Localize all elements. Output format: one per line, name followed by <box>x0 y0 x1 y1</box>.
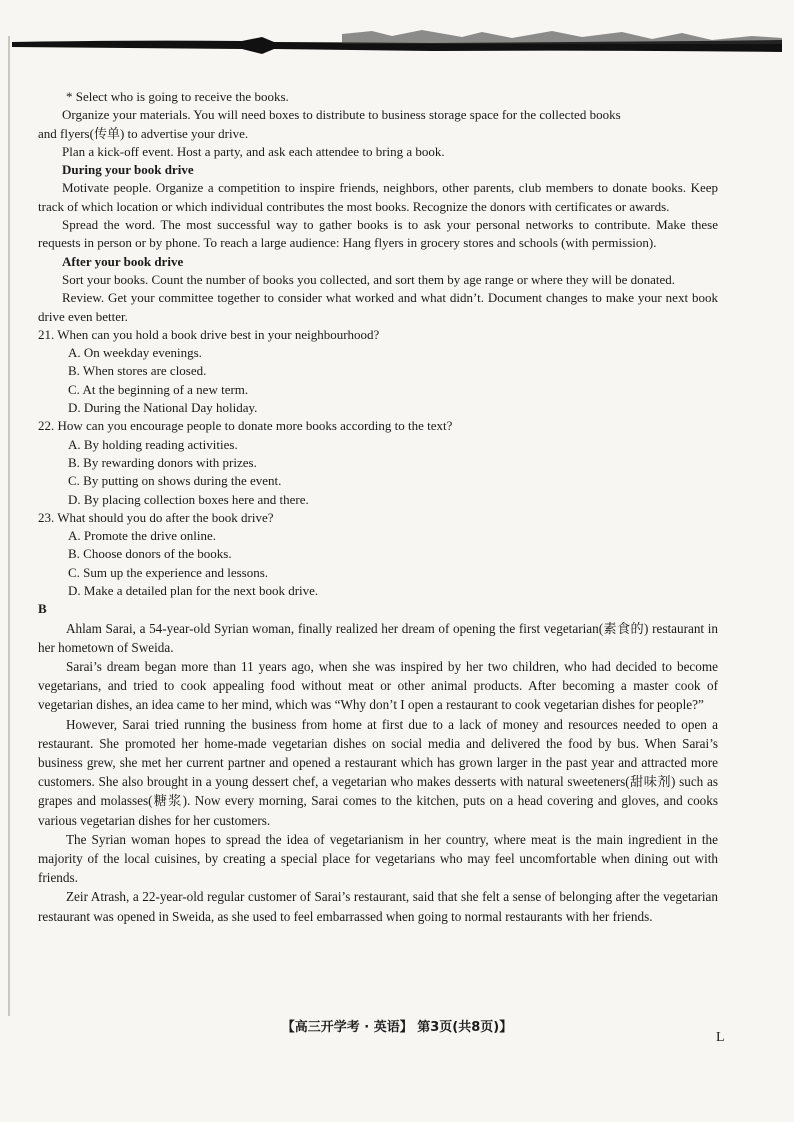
page-content <box>38 88 718 926</box>
question-23 <box>38 509 718 600</box>
step-organize-line2: and flyers(传单) to advertise your drive. <box>38 125 249 141</box>
option-c: C. By putting on shows during the event. <box>68 473 282 489</box>
question-stem: 21. When can you hold a book drive best in your neighbourhood? <box>38 326 380 342</box>
paragraph-review: Review. Get your committee together to consider what worked and what didn’t. Document changes to make your next book drive even better. <box>38 290 718 324</box>
option-d: D. During the National Day holiday. <box>68 400 258 416</box>
paragraph-b2: Sarai’s dream began more than 11 years ago, when she was inspired by her two children, who had decided to become vegetarians, and tried to cook appealing food without meat or other animal products. After becoming a master cook of vegetarian dishes, an idea came to her mind, which was “Why don’t I open a restaurant to cook vegetarian dishes for people?” <box>38 659 718 713</box>
section-b-label: B <box>38 601 47 617</box>
question-stem: 23. What should you do after the book drive? <box>38 509 274 525</box>
option-b: B. Choose donors of the books. <box>68 546 232 562</box>
paragraph-b3: However, Sarai tried running the business from home at first due to a lack of money and resources needed to open a restaurant. She promoted her home-made vegetarian dishes on social media and delivered the food by bus. When Sarai’s business grew, she met her current partner and opened a restaurant which has grown larger in the past year and attracted more customers. She also brought in a young dessert chef, a vegetarian who makes desserts with natural sweeteners(甜味剂) such as grapes and molasses(糖浆). Now every morning, Sarai comes to the kitchen, puts on a head covering and gloves, and cooks various vegetarian dishes for her customers. <box>38 716 718 828</box>
option-a: A. On weekday evenings. <box>68 345 202 361</box>
heading-after: After your book drive <box>62 253 184 269</box>
option-c: C. Sum up the experience and lessons. <box>68 564 269 580</box>
paragraph-motivate: Motivate people. Organize a competition to inspire friends, neighbors, other parents, club members to donate books. Keep track of which location or which individual contributes the most books. Recognize the donors with certificates or awards. <box>38 180 718 214</box>
question-22 <box>38 417 718 508</box>
option-d: D. By placing collection boxes here and there. <box>68 491 309 507</box>
step-organize-line1: Organize your materials. You will need boxes to distribute to business storage space for the collected books <box>62 107 621 123</box>
page-footer: 【高三开学考 · 英语】 第3页(共8页)】 <box>281 1020 513 1035</box>
step-select: * Select who is going to receive the books. <box>66 89 289 104</box>
option-d: D. Make a detailed plan for the next book drive. <box>68 583 319 599</box>
footer-mark: L <box>716 1030 725 1045</box>
heading-during: During your book drive <box>62 162 194 178</box>
option-a: A. Promote the drive online. <box>68 528 217 544</box>
paragraph-b1: Ahlam Sarai, a 54-year-old Syrian woman, finally realized her dream of opening the first vegetarian(素食的) restaurant in her hometown of Sweida. <box>38 620 718 655</box>
paragraph-spread: Spread the word. The most successful way to gather books is to ask your personal networks to contribute. Make these requests in person or by phone. To reach a large audience: Hang flyers in grocery stores and schools (with permission). <box>38 217 718 251</box>
paragraph-sort: Sort your books. Count the number of books you collected, and sort them by age range or where they will be donated. <box>62 271 676 287</box>
scanned-top-band <box>12 28 782 58</box>
paragraph-b5: Zeir Atrash, a 22-year-old regular customer of Sarai’s restaurant, said that she felt a sense of belonging after the vegetarian restaurant was opened in Sweida, as she used to feel embarrassed when going to normal restaurants with her friends. <box>38 889 718 924</box>
option-b: B. When stores are closed. <box>68 363 207 379</box>
paragraph-b4: The Syrian woman hopes to spread the idea of vegetarianism in her country, where meat is the main ingredient in the majority of the local cuisines, by creating a special place for vegetarians who may feel uncomfortable when dining out with friends. <box>38 831 718 886</box>
option-c: C. At the beginning of a new term. <box>68 381 249 397</box>
passage-b <box>38 619 718 926</box>
page-edge <box>8 36 10 1016</box>
step-plan: Plan a kick-off event. Host a party, and ask each attendee to bring a book. <box>62 143 445 159</box>
question-stem: 22. How can you encourage people to donate more books according to the text? <box>38 418 453 434</box>
option-b: B. By rewarding donors with prizes. <box>68 454 257 470</box>
option-a: A. By holding reading activities. <box>68 436 238 452</box>
question-21 <box>38 326 718 417</box>
